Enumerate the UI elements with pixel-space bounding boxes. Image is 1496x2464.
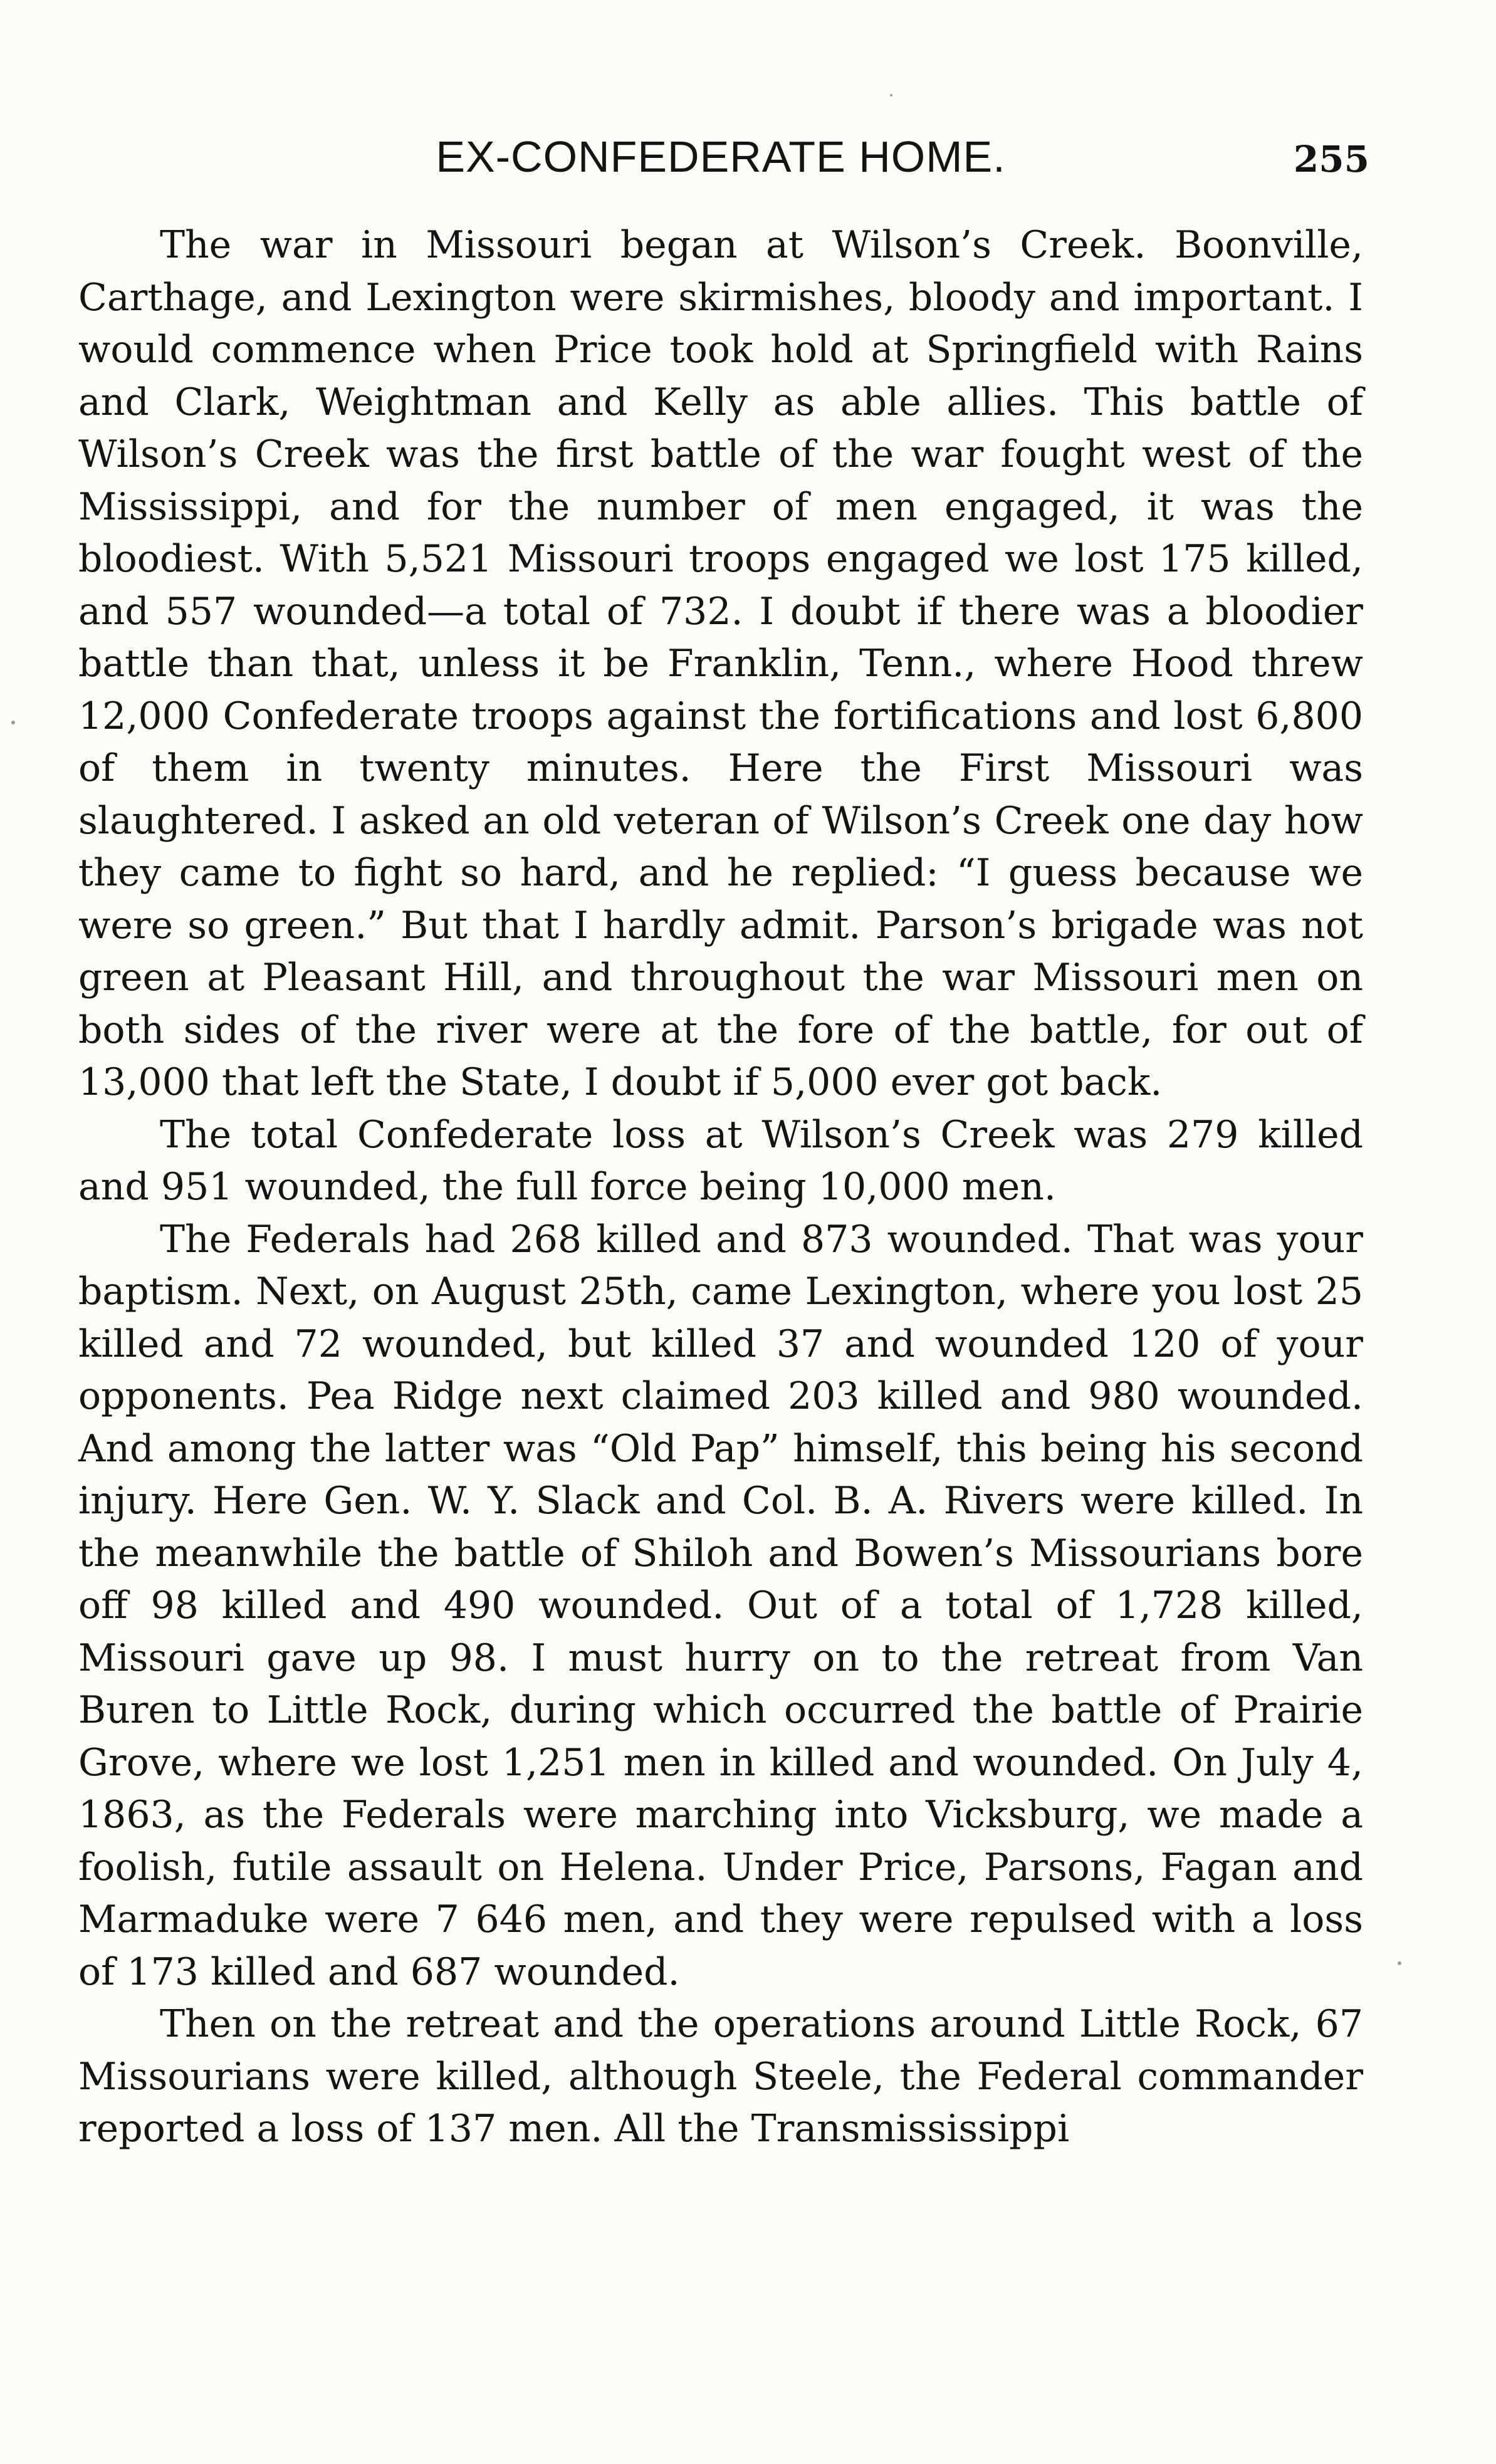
- page-number: 255: [1293, 138, 1369, 180]
- running-title: EX-CONFEDERATE HOME.: [436, 132, 1006, 181]
- paragraph-confederate-loss: The total Confederate loss at Wilson’s Creek was 279 killed and 951 wounded, the full force being 10,000 men.: [78, 1112, 1363, 1209]
- page-header: [78, 125, 1369, 194]
- paragraph-federal-losses: The Federals had 268 killed and 873 wounded. That was your baptism. Next, on August 25th, came Lexington, where you lost 25 killed and 72 wounded, but killed 37 and wounded 120 of your opponents. Pea Ridge next claimed 203 killed and 980 wounded. And among the latter was “Old Pap” himself, this being his second injury. Here Gen. W. Y. Slack and Col. B. A. Rivers were killed. In the meanwhile the battle of Shiloh and Bowen’s Missourians bore off 98 killed and 490 wounded. Out of a total of 1,728 killed, Missouri gave up 98. I must hurry on to the retreat from Van Buren to Little Rock, during which occurred the battle of Prairie Grove, where we lost 1,251 men in killed and wounded. On July 4, 1863, as the Federals were marching into Vicksburg, we made a foolish, futile assault on Helena. Under Price, Parsons, Fagan and Marmaduke were 7 646 men, and they were repulsed with a loss of 173 killed and 687 wounded.: [78, 1217, 1363, 1994]
- ink-speck: [1398, 1961, 1401, 1965]
- paragraph-little-rock: Then on the retreat and the operations around Little Rock, 67 Missourians were killed, although Steele, the Federal commander reported a loss of 137 men. All the Transmississippi: [78, 2002, 1363, 2151]
- ink-speck: [890, 94, 892, 97]
- paragraph-wilsons-creek: The war in Missouri began at Wilson’s Creek. Boonville, Carthage, and Lexington were skirmishes, bloody and important. I would commence when Price took hold at Springfield with Rains and Clark, Weightman and Kelly as able allies. This battle of Wilson’s Creek was the first battle of the war fought west of the Mississippi, and for the number of men engaged, it was the bloodiest. With 5,521 Missouri troops engaged we lost 175 killed, and 557 wounded—a total of 732. I doubt if there was a bloodier battle than that, unless it be Franklin, Tenn., where Hood threw 12,000 Confederate troops against the fortifications and lost 6,800 of them in twenty minutes. Here the First Missouri was slaughtered. I asked an old veteran of Wilson’s Creek one day how they came to fight so hard, and he replied: “I guess because we were so green.” But that I hardly admit. Parson’s brigade was not green at Pleasant Hill, and throughout the war Missouri men on both sides of the river were at the fore of the battle, for out of 13,000 that left the State, I doubt if 5,000 ever got back.: [78, 223, 1363, 1104]
- ink-speck: [11, 721, 15, 724]
- body-text: [78, 219, 1363, 2156]
